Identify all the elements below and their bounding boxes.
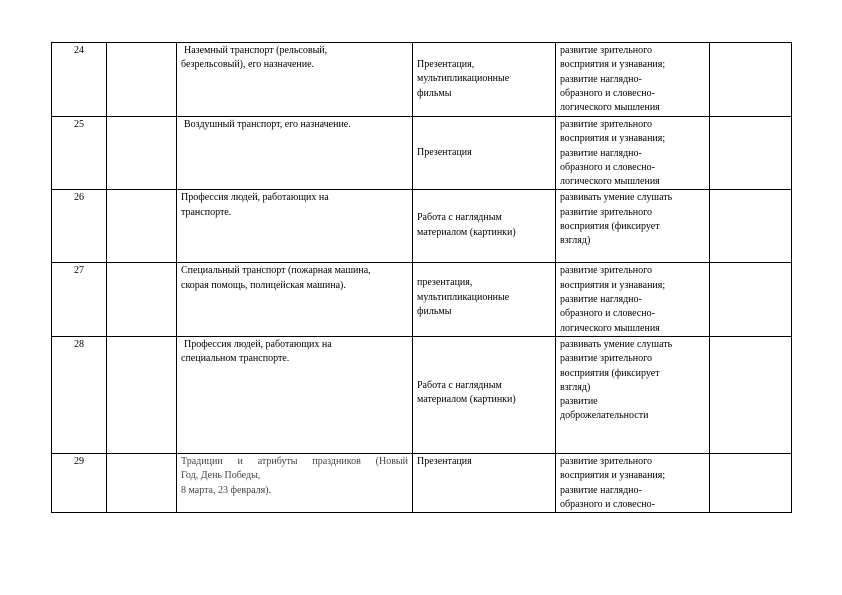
method-cell bbox=[413, 336, 556, 453]
table-row bbox=[52, 117, 792, 190]
topic-cell bbox=[177, 117, 413, 190]
topic-cell bbox=[177, 43, 413, 117]
empty-cell bbox=[710, 190, 792, 263]
topic-cell bbox=[177, 453, 413, 512]
method-line: Презентация bbox=[417, 455, 472, 467]
empty-cell bbox=[710, 263, 792, 336]
method-cell bbox=[413, 263, 556, 336]
lesson-number: 28 bbox=[52, 336, 107, 453]
goal-cell bbox=[556, 43, 710, 117]
topic-cell bbox=[177, 336, 413, 453]
empty-cell bbox=[710, 117, 792, 190]
method-cell bbox=[413, 117, 556, 190]
topic-line: скорая помощь, полицейская машина). bbox=[181, 279, 346, 291]
topic-line: транспорте. bbox=[181, 206, 232, 218]
goal-cell bbox=[556, 263, 710, 336]
goal-cell bbox=[556, 190, 710, 263]
topic-line: Год, День Победы, bbox=[181, 470, 261, 482]
goal-line: развитие зрительного bbox=[560, 45, 652, 56]
method-line: Работа с наглядным bbox=[417, 212, 502, 224]
method-line: мультипликационные bbox=[417, 73, 510, 85]
goal-line: взгляд) bbox=[560, 381, 591, 393]
lesson-number: 29 bbox=[52, 453, 107, 512]
method-line: мультипликационные bbox=[417, 291, 510, 303]
table-row bbox=[52, 453, 792, 512]
goal-line: развитие наглядно- bbox=[560, 73, 642, 85]
empty-cell bbox=[107, 336, 177, 453]
topic-line: Воздушный транспорт, его назначение. bbox=[184, 119, 351, 130]
goal-cell bbox=[556, 453, 710, 512]
goal-line: логического мышления bbox=[560, 102, 660, 114]
goal-line: образного и словесно- bbox=[560, 87, 655, 99]
goal-line: восприятия и узнавания; bbox=[560, 279, 666, 291]
table-row bbox=[52, 263, 792, 336]
topic-line: Специальный транспорт (пожарная машина, bbox=[181, 265, 371, 277]
topic-cell bbox=[177, 190, 413, 263]
method-line: фильмы bbox=[417, 87, 452, 99]
goal-line: развитие зрительного bbox=[560, 353, 652, 365]
topic-line: Профессия людей, работающих на bbox=[184, 338, 332, 350]
goal-line: взгляд) bbox=[560, 235, 591, 247]
goal-line: логического мышления bbox=[560, 176, 660, 188]
lesson-plan-table bbox=[51, 42, 792, 513]
topic-line: специальном транспорте. bbox=[181, 353, 290, 365]
topic-line: 8 марта, 23 февраля). bbox=[181, 484, 272, 496]
method-line: фильмы bbox=[417, 306, 452, 318]
goal-line: развитие наглядно- bbox=[560, 484, 642, 496]
table-row bbox=[52, 190, 792, 263]
empty-cell bbox=[107, 43, 177, 117]
lesson-number: 26 bbox=[52, 190, 107, 263]
empty-cell bbox=[107, 117, 177, 190]
empty-cell bbox=[107, 453, 177, 512]
topic-line: безрельсовый), его назначение. bbox=[181, 59, 315, 71]
goal-line: образного и словесно- bbox=[560, 498, 655, 510]
topic-line: Наземный транспорт (рельсовый, bbox=[184, 45, 328, 56]
lesson-number: 25 bbox=[52, 117, 107, 190]
goal-line: развивать умение слушать bbox=[560, 338, 673, 350]
goal-cell bbox=[556, 336, 710, 453]
method-cell bbox=[413, 43, 556, 117]
goal-line: развитие bbox=[560, 396, 598, 408]
method-line: Презентация bbox=[417, 147, 472, 158]
goal-line: доброжелательности bbox=[560, 410, 649, 422]
goal-line: развитие зрительного bbox=[560, 455, 652, 467]
goal-line: развитие зрительного bbox=[560, 119, 652, 130]
goal-line: образного и словесно- bbox=[560, 308, 655, 320]
goal-line: восприятия и узнавания; bbox=[560, 133, 666, 145]
method-line: Презентация, bbox=[417, 59, 475, 70]
goal-line: восприятия и узнавания; bbox=[560, 470, 666, 482]
empty-cell bbox=[710, 336, 792, 453]
goal-line: развитие наглядно- bbox=[560, 294, 642, 306]
goal-line: развитие наглядно- bbox=[560, 147, 642, 159]
method-cell bbox=[413, 453, 556, 512]
goal-line: восприятия (фиксирует bbox=[560, 221, 660, 233]
table-row bbox=[52, 336, 792, 453]
lesson-number: 27 bbox=[52, 263, 107, 336]
goal-line: восприятия (фиксирует bbox=[560, 367, 660, 379]
empty-cell bbox=[107, 263, 177, 336]
goal-line: восприятия и узнавания; bbox=[560, 59, 666, 71]
table-row bbox=[52, 43, 792, 117]
method-line: Работа с наглядным bbox=[417, 379, 502, 391]
lesson-number: 24 bbox=[52, 43, 107, 117]
goal-line: образного и словесно- bbox=[560, 161, 655, 173]
goal-line: логического мышления bbox=[560, 322, 660, 334]
method-line: материалом (картинки) bbox=[417, 226, 516, 238]
goal-cell bbox=[556, 117, 710, 190]
goal-line: развитие зрительного bbox=[560, 265, 652, 277]
topic-cell bbox=[177, 263, 413, 336]
empty-cell bbox=[710, 453, 792, 512]
empty-cell bbox=[710, 43, 792, 117]
topic-line: Традиции и атрибуты праздников (Новый bbox=[181, 455, 408, 467]
topic-line: Профессия людей, работающих на bbox=[181, 192, 329, 204]
method-line: материалом (картинки) bbox=[417, 394, 516, 406]
goal-line: развивать умение слушать bbox=[560, 192, 673, 204]
method-cell bbox=[413, 190, 556, 263]
method-line: презентация, bbox=[417, 277, 473, 289]
empty-cell bbox=[107, 190, 177, 263]
goal-line: развитие зрительного bbox=[560, 206, 652, 218]
